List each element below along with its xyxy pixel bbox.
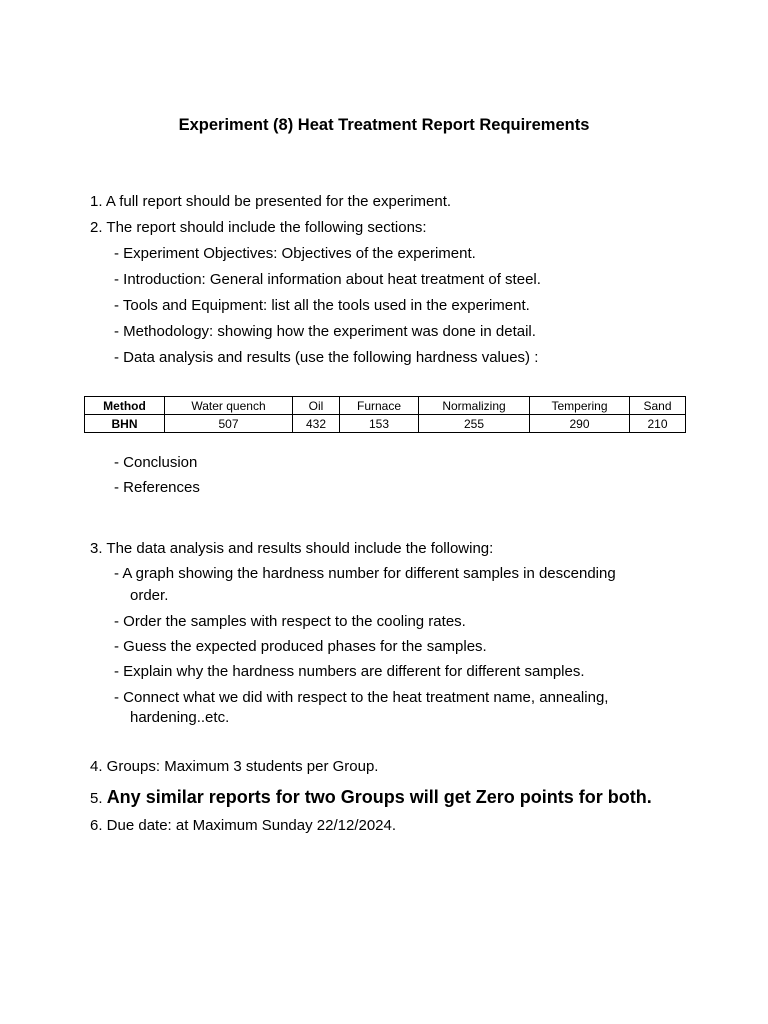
table-cell: BHN	[85, 415, 165, 433]
table-cell: Oil	[293, 397, 340, 415]
section-tools: - Tools and Equipment: list all the tools used in the experiment.	[114, 297, 530, 314]
section-methodology: - Methodology: showing how the experiment was done in detail.	[114, 323, 536, 340]
item-1: 1. A full report should be presented for the experiment.	[90, 193, 452, 210]
page-title: Experiment (8) Heat Treatment Report Requirements	[178, 116, 590, 134]
requirement-order: - Order the samples with respect to the cooling rates.	[114, 613, 466, 630]
item-4: 4. Groups: Maximum 3 students per Group.	[90, 758, 379, 775]
table-cell: Normalizing	[419, 397, 530, 415]
requirement-connect-continued: hardening..etc.	[130, 709, 230, 726]
table-cell: 290	[530, 415, 630, 433]
item-6-due-date: 6. Due date: at Maximum Sunday 22/12/2024.	[90, 817, 397, 834]
section-references: - References	[114, 479, 200, 496]
hardness-table	[84, 396, 686, 433]
table-row	[85, 397, 686, 415]
requirement-connect: - Connect what we did with respect to the heat treatment name, annealing,	[114, 689, 609, 706]
table-cell: Tempering	[530, 397, 630, 415]
table-cell: Water quench	[165, 397, 293, 415]
requirement-phases: - Guess the expected produced phases for the samples.	[114, 638, 487, 655]
requirement-graph-continued: order.	[130, 587, 169, 604]
item-5-number: 5.	[90, 790, 103, 807]
requirement-graph: - A graph showing the hardness number for different samples in descending	[114, 565, 616, 582]
table-cell: Method	[85, 397, 165, 415]
table-cell: 255	[419, 415, 530, 433]
table-cell: Furnace	[340, 397, 419, 415]
table-cell: 210	[630, 415, 686, 433]
section-data-analysis: - Data analysis and results (use the following hardness values) :	[114, 349, 539, 366]
table-cell: 153	[340, 415, 419, 433]
item-2: 2. The report should include the following sections:	[90, 219, 427, 236]
item-5-warning: Any similar reports for two Groups will get Zero points for both.	[106, 787, 652, 807]
table-cell: Sand	[630, 397, 686, 415]
section-objectives: - Experiment Objectives: Objectives of the experiment.	[114, 245, 476, 262]
section-introduction: - Introduction: General information about heat treatment of steel.	[114, 271, 541, 288]
item-3: 3. The data analysis and results should include the following:	[90, 540, 494, 557]
table-cell: 507	[165, 415, 293, 433]
table-row	[85, 415, 686, 433]
item-5	[90, 787, 652, 808]
section-conclusion: - Conclusion	[114, 454, 198, 471]
requirement-explain: - Explain why the hardness numbers are different for different samples.	[114, 663, 585, 680]
table-cell: 432	[293, 415, 340, 433]
